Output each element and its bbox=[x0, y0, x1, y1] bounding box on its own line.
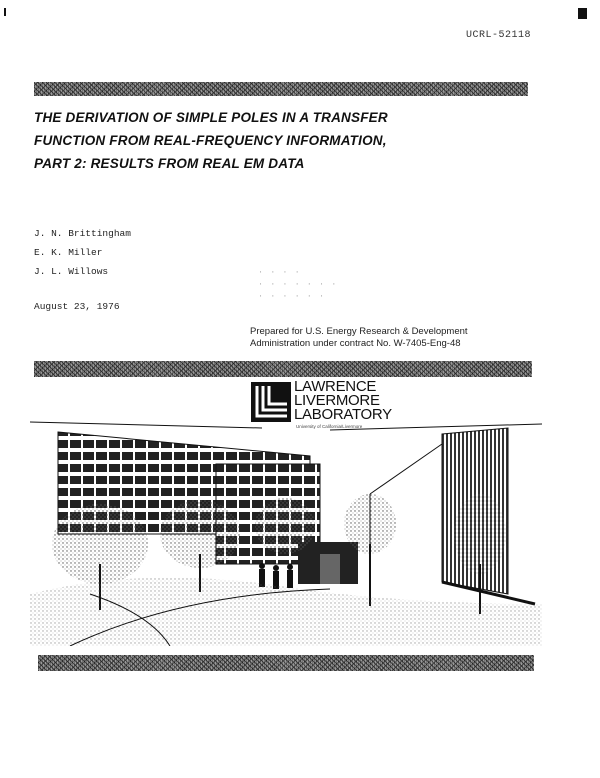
title-line-1: THE DERIVATION OF SIMPLE POLES IN A TRANSFER bbox=[34, 110, 388, 125]
document-title bbox=[34, 106, 554, 175]
bottom-stipple-band bbox=[38, 655, 534, 671]
lab-affiliation: University of California/Livermore bbox=[296, 424, 363, 429]
corner-registration-mark bbox=[578, 8, 587, 19]
top-stipple-band bbox=[34, 82, 528, 96]
report-number: UCRL-52118 bbox=[466, 30, 532, 41]
author: J. N. Brittingham bbox=[34, 228, 131, 239]
laboratory-illustration bbox=[30, 414, 542, 646]
author: J. L. Willows bbox=[34, 266, 109, 277]
author: E. K. Miller bbox=[34, 247, 103, 258]
title-line-3: PART 2: RESULTS FROM REAL EM DATA bbox=[34, 156, 305, 171]
lab-name: LAWRENCE LIVERMORE LABORATORY bbox=[294, 378, 392, 423]
document-date: August 23, 1976 bbox=[34, 301, 120, 312]
title-line-2: FUNCTION FROM REAL-FREQUENCY INFORMATION, bbox=[34, 133, 387, 148]
middle-stipple-band bbox=[34, 361, 532, 377]
edge-mark bbox=[4, 8, 6, 16]
author-list bbox=[34, 224, 131, 281]
faint-stamp: · · · · · · · · · · · · · · · · · bbox=[258, 267, 338, 301]
prepared-for-note: Prepared for U.S. Energy Research & Development Administration under contract No. W-7405-Eng-48 bbox=[250, 326, 468, 349]
